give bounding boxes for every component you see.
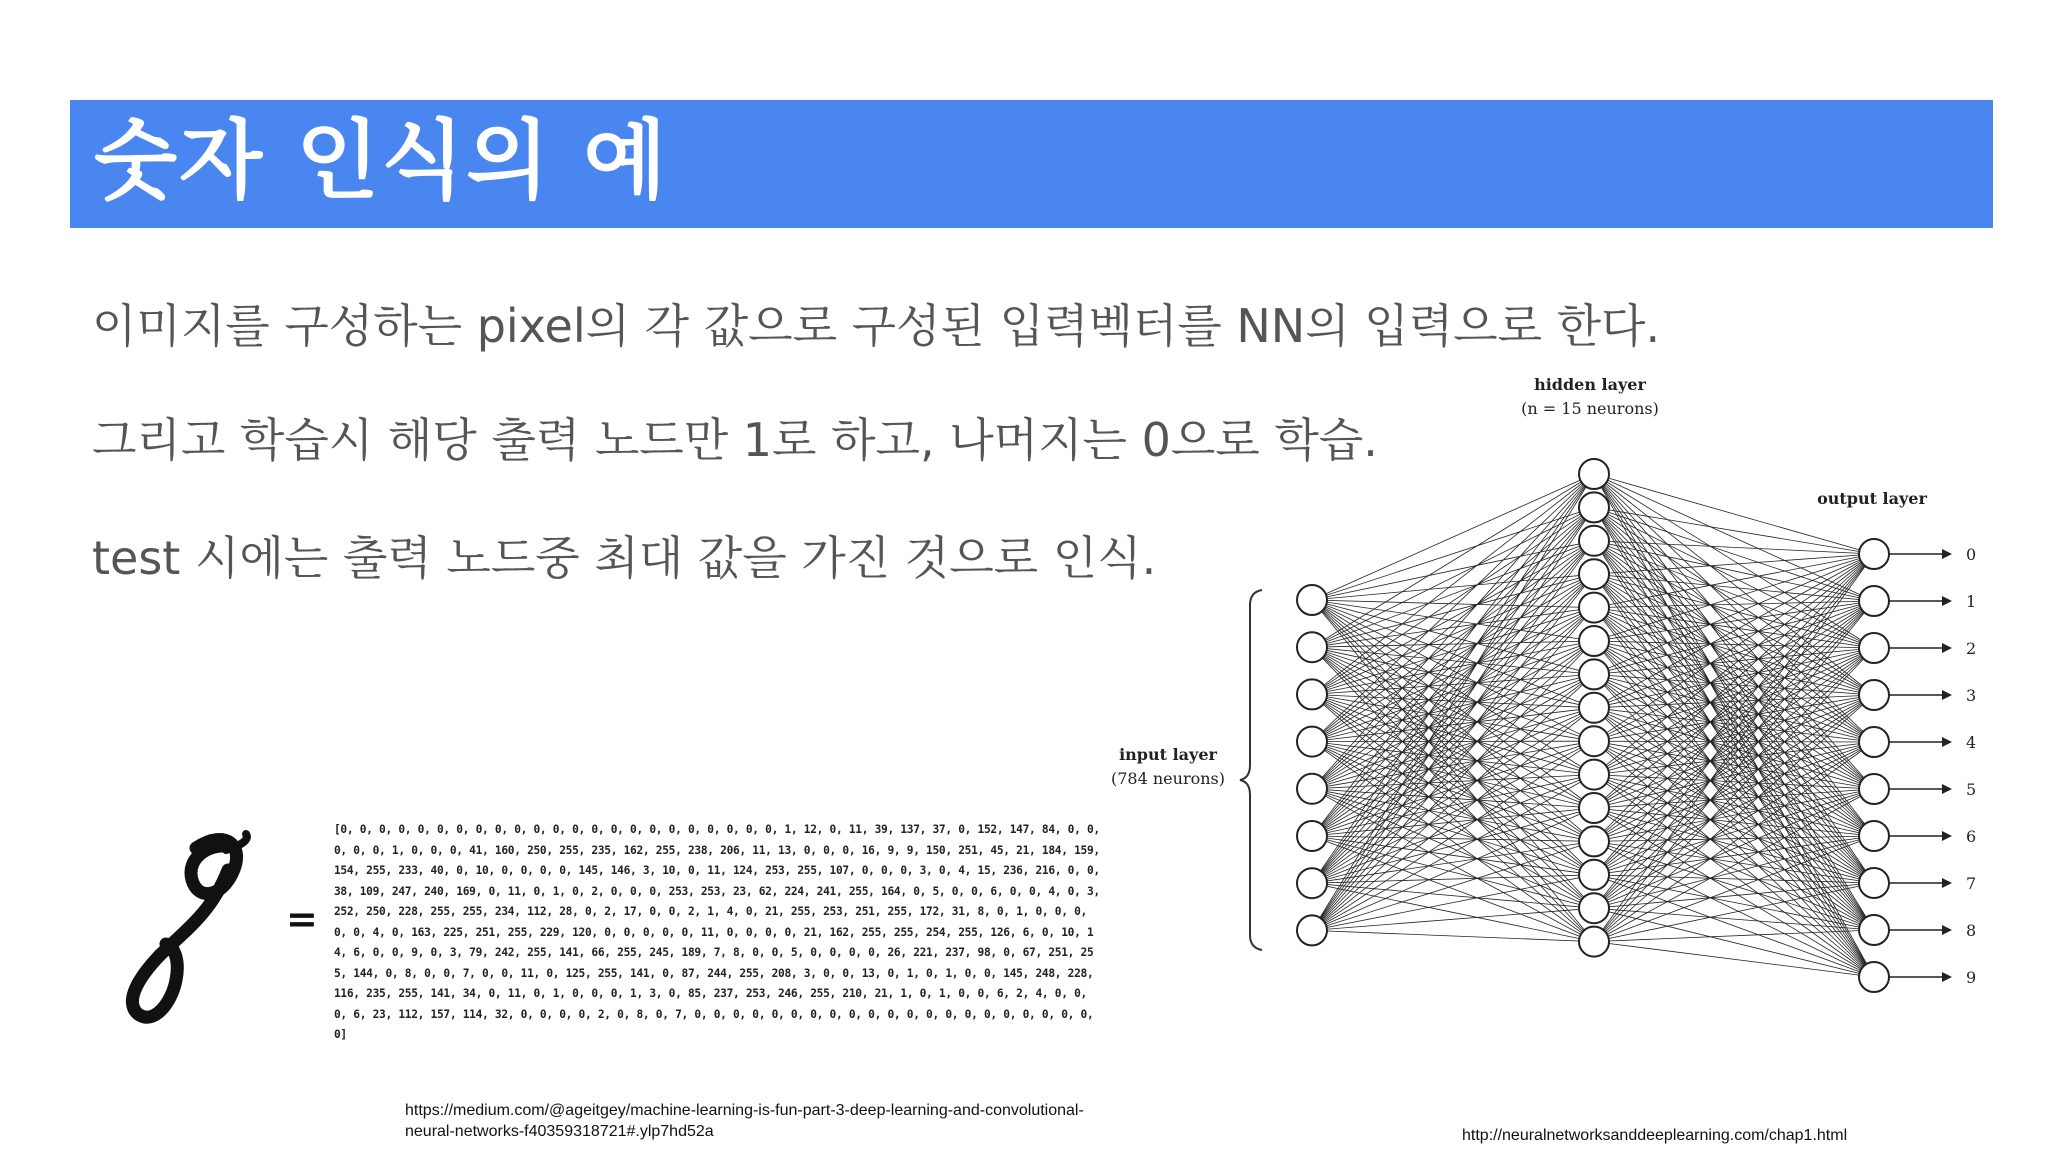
hidden-output-edge: [1594, 601, 1874, 942]
source-link-medium[interactable]: https://medium.com/@ageitgey/machine-learning-is-fun-part-3-deep-learning-and-convolutional-neural-networks-f40359318721#.ylp7hd52a: [405, 1102, 1084, 1140]
input-hidden-edge: [1312, 775, 1594, 931]
hidden-neuron: [1579, 793, 1609, 823]
input-hidden-edge: [1312, 574, 1594, 836]
input-hidden-edge: [1312, 641, 1594, 789]
output-digit-label: 1: [1966, 592, 1977, 611]
output-digit-label: 4: [1966, 733, 1977, 752]
equals-sign: =: [286, 897, 318, 941]
input-neuron: [1297, 774, 1327, 804]
output-neuron: [1859, 915, 1889, 945]
input-neuron: [1297, 915, 1327, 945]
input-hidden-edge: [1312, 674, 1594, 930]
body-line-3: test 시에는 출력 노드중 최대 값을 가진 것으로 인식.: [92, 531, 1157, 585]
input-hidden-edge: [1312, 507, 1594, 930]
slide-title: 숫자 인식의 예: [94, 111, 669, 211]
input-neuron: [1297, 821, 1327, 851]
hidden-neuron: [1579, 760, 1609, 790]
input-neuron: [1297, 585, 1327, 615]
output-digit-label: 0: [1966, 545, 1977, 564]
hidden-output-edge: [1594, 554, 1874, 608]
output-digit-label: 9: [1966, 968, 1977, 987]
output-arrowhead: [1942, 549, 1952, 559]
input-hidden-edge: [1312, 930, 1594, 941]
output-digit-label: 5: [1966, 780, 1977, 799]
output-arrowhead: [1942, 690, 1952, 700]
hidden-neuron: [1579, 626, 1609, 656]
body-line-1: 이미지를 구성하는 pixel의 각 값으로 구성된 입력벡터를 NN의 입력으로 한다.: [92, 299, 1661, 353]
hidden-neuron: [1579, 459, 1609, 489]
hidden-layer-subtitle: (n = 15 neurons): [1521, 399, 1659, 418]
output-digit-label: 3: [1966, 686, 1977, 705]
input-neuron: [1297, 868, 1327, 898]
output-digit-label: 8: [1966, 921, 1977, 940]
hidden-output-edge: [1594, 930, 1874, 942]
hidden-output-edge: [1594, 601, 1874, 741]
output-digit-label: 7: [1966, 874, 1977, 893]
digit-eight-image: [132, 834, 247, 1017]
input-hidden-edge: [1312, 474, 1594, 600]
hidden-neuron: [1579, 593, 1609, 623]
input-layer-subtitle: (784 neurons): [1111, 769, 1225, 788]
input-hidden-edge: [1312, 841, 1594, 930]
pixel-vector: [0, 0, 0, 0, 0, 0, 0, 0, 0, 0, 0, 0, 0, 0, 0, 0, 0, 0, 0, 0, 0, 0, 0, 1, 12, 0, 11, 39, 137, 37, 0, 152, 147, 84, 0, 0, 0, 0, 0, 1, 0, 0, 0, 41, 160, 250, 255, 235, 162, 255, 238, 206, 11, 13, 0, 0, 0, 16, 9, 9, 150, 251, 45, 21, 184, 159, 154, 255, 233, 40, 0, 10, 0, 0, 0, 0, 145, 146, 3, 10, 0, 11, 124, 253, 255, 107, 0, 0, 0, 3, 0, 4, 15, 236, 216, 0, 0, 38, 109, 247, 240, 169, 0, 11, 0, 1, 0, 2, 0, 0, 0, 253, 253, 23, 62, 224, 241, 255, 164, 0, 5, 0, 0, 6, 0, 0, 4, 0, 3, 252, 250, 228, 255, 255, 234, 112, 28, 0, 2, 17, 0, 0, 2, 1, 4, 0, 21, 255, 253, 251, 255, 172, 31, 8, 0, 1, 0, 0, 0, 0, 0, 4, 0, 163, 225, 251, 255, 229, 120, 0, 0, 0, 0, 0, 11, 0, 0, 0, 0, 21, 162, 255, 255, 254, 255, 126, 6, 0, 10, 14, 6, 0, 0, 9, 0, 3, 79, 242, 255, 141, 66, 255, 245, 189, 7, 8, 0, 0, 5, 0, 0, 0, 0, 26, 221, 237, 98, 0, 67, 251, 255, 144, 0, 8, 0, 0, 7, 0, 0, 11, 0, 125, 255, 141, 0, 87, 244, 255, 208, 3, 0, 0, 13, 0, 1, 0, 1, 0, 0, 145, 248, 228, 116, 235, 255, 141, 34, 0, 11, 0, 1, 0, 0, 0, 1, 3, 0, 85, 237, 253, 246, 255, 210, 21, 1, 0, 1, 0, 0, 6, 2, 4, 0, 0, 0, 6, 23, 112, 157, 114, 32, 0, 0, 0, 0, 2, 0, 8, 0, 7, 0, 0, 0, 0, 0, 0, 0, 0, 0, 0, 0, 0, 0, 0, 0, 0, 0, 0, 0, 0, 0, 0]: [334, 823, 1100, 1041]
output-arrowhead: [1942, 737, 1952, 747]
output-digit-label: 2: [1966, 639, 1977, 658]
output-arrowhead: [1942, 643, 1952, 653]
output-neuron: [1859, 633, 1889, 663]
output-neuron: [1859, 962, 1889, 992]
output-neuron: [1859, 680, 1889, 710]
input-hidden-edge: [1312, 875, 1594, 931]
output-arrowhead: [1942, 596, 1952, 606]
hidden-layer-title: hidden layer: [1534, 375, 1646, 394]
input-hidden-edge: [1312, 674, 1594, 883]
hidden-neuron: [1579, 927, 1609, 957]
hidden-neuron: [1579, 526, 1609, 556]
input-neuron: [1297, 632, 1327, 662]
hidden-neuron: [1579, 726, 1609, 756]
source-link-nndl[interactable]: http://neuralnetworksanddeeplearning.com/chap1.html: [1462, 1127, 1848, 1144]
input-neuron: [1297, 679, 1327, 709]
output-neuron: [1859, 727, 1889, 757]
output-digit-label: 6: [1966, 827, 1977, 846]
hidden-neuron: [1579, 860, 1609, 890]
input-hidden-edge: [1312, 474, 1594, 694]
output-arrows: [1889, 545, 1976, 987]
hidden-neuron: [1579, 492, 1609, 522]
input-hidden-edge: [1312, 908, 1594, 930]
body-line-2: 그리고 학습시 해당 출력 노드만 1로 하고, 나머지는 0으로 학습.: [92, 413, 1378, 467]
neural-network-diagram: [1111, 375, 1976, 992]
output-neuron: [1859, 774, 1889, 804]
hidden-neuron: [1579, 826, 1609, 856]
output-neuron: [1859, 586, 1889, 616]
hidden-neuron: [1579, 559, 1609, 589]
output-arrowhead: [1942, 831, 1952, 841]
hidden-output-edge: [1594, 648, 1874, 708]
hidden-output-edge: [1594, 695, 1874, 775]
output-arrowhead: [1942, 925, 1952, 935]
output-layer-title: output layer: [1817, 489, 1927, 508]
hidden-neuron: [1579, 693, 1609, 723]
input-neuron: [1297, 727, 1327, 757]
output-neuron: [1859, 821, 1889, 851]
hidden-output-edge: [1594, 554, 1874, 674]
output-neuron: [1859, 539, 1889, 569]
output-arrowhead: [1942, 784, 1952, 794]
hidden-neuron: [1579, 893, 1609, 923]
output-arrowhead: [1942, 878, 1952, 888]
output-neuron: [1859, 868, 1889, 898]
hidden-neuron: [1579, 659, 1609, 689]
input-layer-title: input layer: [1119, 745, 1217, 764]
input-layer-bracket: [1240, 590, 1262, 950]
input-hidden-edge: [1312, 474, 1594, 647]
output-arrowhead: [1942, 972, 1952, 982]
input-hidden-edge: [1312, 507, 1594, 788]
hidden-output-edge: [1594, 695, 1874, 841]
